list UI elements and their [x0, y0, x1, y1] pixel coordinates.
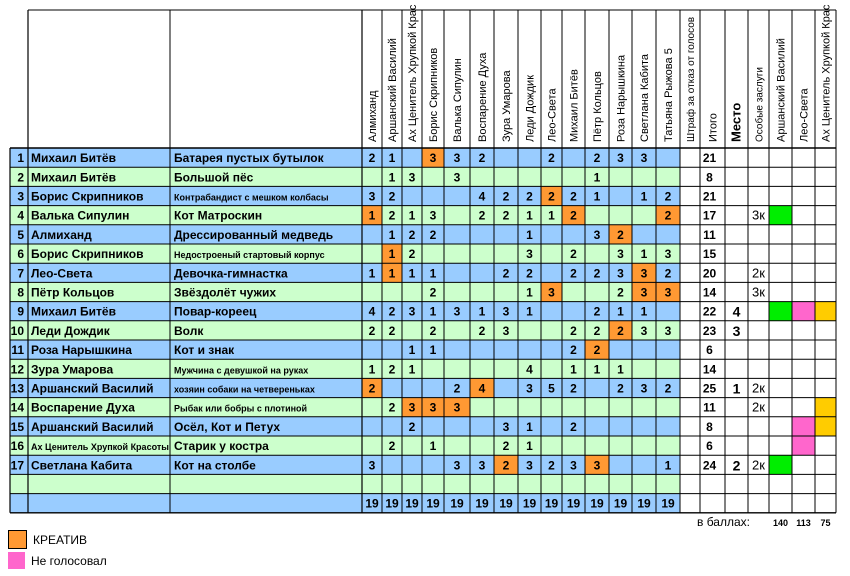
vote-value: 3 [640, 151, 648, 166]
row-merit: 2к [752, 380, 765, 396]
vote-value: 2 [408, 227, 416, 242]
vote-value: 1 [593, 362, 601, 377]
special-cell [769, 455, 792, 474]
row-total: 22 [702, 304, 717, 319]
column-sum: 19 [544, 496, 559, 511]
row-author: Зура Умарова [31, 362, 114, 377]
vote-value: 1 [388, 227, 396, 242]
row-total: 17 [702, 208, 717, 223]
row-bg [10, 263, 680, 282]
vote-value: 1 [570, 362, 577, 377]
vote-value: 1 [408, 362, 416, 377]
vote-value: 2 [548, 151, 555, 166]
row-number: 2 [17, 170, 24, 185]
row-place: 2 [732, 457, 741, 474]
vote-value: 1 [593, 189, 601, 204]
row-title: Контрабандист с мешком колбасы [174, 192, 329, 203]
vote-value: 3 [526, 247, 533, 262]
row-title: Рыбак или бобры с плотиной [174, 403, 308, 414]
row-number: 7 [17, 266, 24, 281]
vote-value: 1 [526, 304, 533, 319]
vote-value: 1 [526, 285, 533, 300]
row-total: 21 [702, 189, 717, 204]
column-header: Аршанский Василий [775, 38, 788, 142]
vote-value: 1 [526, 419, 533, 434]
row-title: Большой пёс [174, 170, 254, 185]
row-total: 23 [702, 323, 717, 338]
vote-value: 1 [526, 208, 533, 223]
vote-value: 4 [478, 381, 486, 396]
vote-value: 2 [593, 151, 601, 166]
row-merit: 3к [752, 284, 765, 300]
column-header: Аршанский Василий [387, 38, 399, 142]
row-title: Звёздолёт чужих [174, 285, 277, 300]
vote-value: 3 [664, 247, 672, 262]
row-total: 6 [706, 439, 713, 454]
vote-value: 3 [526, 381, 533, 396]
special-cell [792, 302, 815, 321]
vote-value: 2 [570, 343, 577, 358]
vote-value: 2 [617, 323, 624, 338]
vote-value: 3 [502, 323, 510, 338]
vote-value: 2 [570, 247, 577, 262]
column-sum: 19 [613, 496, 628, 511]
vote-value: 1 [640, 304, 648, 319]
vote-value: 3 [617, 266, 624, 281]
vote-value: 2 [617, 285, 624, 300]
row-merit: 2к [752, 457, 765, 473]
row-title: Дрессированный медведь [174, 227, 334, 242]
column-header: Особые заслуги [754, 67, 766, 142]
row-title: Повар-кореец [174, 304, 257, 319]
row-number: 5 [17, 227, 24, 242]
vote-value: 1 [548, 208, 555, 223]
row-author: Лео-Света [31, 266, 93, 281]
legend-creative-label: КРЕАТИВ [33, 532, 88, 547]
vote-value: 3 [453, 458, 461, 473]
vote-value: 1 [388, 151, 396, 166]
special-cell [792, 417, 815, 436]
vote-value: 2 [408, 247, 416, 262]
vote-value: 3 [453, 170, 461, 185]
row-number: 13 [10, 381, 24, 396]
row-number: 6 [17, 247, 24, 262]
vote-value: 3 [408, 400, 416, 415]
vote-value: 2 [548, 458, 555, 473]
row-total: 25 [702, 381, 717, 396]
vote-value: 2 [429, 285, 437, 300]
balls-value: 140 [772, 517, 789, 528]
row-number: 11 [11, 343, 24, 358]
vote-value: 2 [478, 151, 486, 166]
vote-value: 3 [593, 227, 601, 242]
row-number: 14 [10, 400, 24, 415]
vote-value: 1 [640, 189, 648, 204]
column-header: Михаил Битёв [568, 69, 581, 142]
vote-value: 2 [388, 362, 396, 377]
vote-value: 2 [502, 439, 510, 454]
vote-value: 2 [453, 381, 461, 396]
vote-value: 2 [548, 189, 555, 204]
vote-value: 2 [502, 208, 510, 223]
vote-value: 2 [368, 381, 376, 396]
column-sum: 19 [566, 496, 581, 511]
vote-value: 2 [570, 323, 577, 338]
row-number: 3 [17, 189, 24, 204]
column-sum: 19 [450, 496, 464, 511]
vote-value: 3 [640, 323, 648, 338]
vote-value: 2 [570, 208, 577, 223]
vote-value: 2 [388, 439, 396, 454]
column-header: Валька Сипулин [452, 58, 464, 142]
row-author: Михаил Битёв [31, 304, 116, 319]
row-total: 14 [702, 285, 717, 300]
vote-value: 1 [408, 343, 416, 358]
vote-value: 1 [617, 362, 624, 377]
vote-value: 1 [526, 439, 533, 454]
vote-value: 1 [617, 304, 624, 319]
row-number: 9 [17, 304, 24, 319]
row-bg [10, 474, 680, 493]
legend-creative [8, 530, 87, 549]
row-number: 1 [17, 151, 24, 166]
vote-value: 3 [478, 458, 486, 473]
column-header: Татьяна Рыжова 5 [663, 48, 675, 142]
row-total: 20 [702, 266, 717, 281]
vote-value: 1 [640, 247, 648, 262]
row-author: Леди Дождик [31, 323, 110, 338]
vote-value: 2 [526, 266, 533, 281]
row-bg [10, 321, 680, 340]
vote-value: 2 [664, 381, 672, 396]
vote-value: 2 [593, 304, 601, 319]
row-number: 4 [17, 208, 24, 223]
column-sum: 19 [405, 496, 419, 511]
vote-value: 3 [664, 285, 672, 300]
vote-value: 1 [408, 208, 416, 223]
column-header: Светлана Кабита [639, 54, 651, 142]
row-author: Михаил Битёв [31, 151, 116, 166]
column-header: Лео-Света [798, 88, 811, 142]
vote-value: 3 [502, 304, 510, 319]
row-title: Девочка-гимнастка [174, 266, 288, 281]
special-cell [769, 206, 792, 225]
row-author: Борис Скрипников [31, 247, 144, 262]
vote-value: 1 [368, 266, 376, 281]
column-sum: 19 [661, 496, 675, 511]
column-header: Место [728, 102, 744, 142]
vote-value: 1 [478, 304, 486, 319]
vote-value: 4 [478, 189, 486, 204]
row-title: Старик у костра [174, 439, 269, 454]
row-number: 10 [10, 323, 24, 338]
vote-value: 1 [388, 170, 396, 185]
vote-value: 2 [388, 400, 396, 415]
row-author: Алмиханд [31, 227, 92, 242]
vote-value: 3 [640, 381, 648, 396]
vote-value: 3 [408, 170, 416, 185]
column-sum: 19 [522, 496, 537, 511]
row-total: 14 [702, 362, 717, 377]
row-title: Батарея пустых бутылок [174, 151, 324, 166]
vote-value: 2 [570, 419, 577, 434]
vote-value: 2 [593, 343, 601, 358]
row-author: Пётр Кольцов [31, 285, 115, 300]
vote-value: 3 [453, 304, 461, 319]
special-cell [815, 302, 836, 321]
row-author: Ах Ценитель Хрупкой Красоты [31, 442, 169, 453]
vote-value: 2 [664, 266, 672, 281]
vote-value: 2 [429, 227, 437, 242]
column-sum: 19 [385, 496, 399, 511]
column-header: Пётр Кольцов [592, 71, 604, 142]
row-title: Волк [174, 323, 204, 338]
vote-value: 3 [617, 151, 624, 166]
legend-creative-swatch [8, 530, 27, 549]
column-sum: 19 [365, 496, 379, 511]
vote-value: 3 [502, 419, 510, 434]
row-merit: 2к [752, 265, 765, 281]
row-number: 17 [10, 458, 24, 473]
row-author: Воспарение Духа [31, 400, 135, 415]
row-merit: 3к [752, 207, 765, 223]
vote-value: 2 [478, 323, 486, 338]
row-title: Кот Матроскин [174, 208, 263, 223]
column-sum: 19 [499, 496, 513, 511]
legend-not-voted [8, 552, 107, 569]
vote-value: 2 [408, 419, 416, 434]
row-total: 8 [706, 419, 713, 434]
row-author: Светлана Кабита [31, 458, 133, 473]
row-title: Недостроеный стартовый корпус [174, 250, 325, 261]
row-title: Осёл, Кот и Петух [174, 419, 281, 434]
column-sum: 19 [637, 496, 651, 511]
special-cell [815, 417, 836, 436]
special-cell [792, 436, 815, 455]
vote-value: 2 [664, 189, 672, 204]
vote-value: 2 [570, 381, 577, 396]
vote-value: 3 [408, 304, 416, 319]
row-author: Валька Сипулин [31, 208, 130, 223]
column-header: Штраф за отказ от голосов [686, 16, 697, 142]
vote-value: 3 [640, 285, 648, 300]
vote-value: 2 [617, 227, 624, 242]
column-header: Роза Нарышкина [615, 54, 628, 142]
row-merit: 2к [752, 399, 765, 415]
vote-value: 3 [570, 458, 577, 473]
vote-value: 2 [593, 323, 601, 338]
row-place: 1 [732, 380, 741, 397]
column-header: Лео-Света [546, 88, 559, 142]
row-total: 8 [706, 170, 713, 185]
vote-value: 2 [526, 189, 533, 204]
vote-value: 1 [408, 266, 416, 281]
vote-value: 3 [453, 151, 461, 166]
vote-value: 2 [664, 208, 672, 223]
vote-value: 3 [664, 323, 672, 338]
row-total: 21 [702, 151, 717, 166]
vote-value: 2 [388, 189, 396, 204]
vote-value: 2 [502, 458, 510, 473]
vote-value: 1 [429, 304, 437, 319]
row-title: Кот на столбе [174, 458, 256, 473]
column-sum: 19 [590, 496, 604, 511]
row-number: 8 [17, 285, 24, 300]
vote-value: 3 [453, 400, 461, 415]
column-header: Ах Ценитель Хрупкой Крас [820, 4, 833, 142]
row-total: 6 [706, 343, 713, 358]
special-cell [769, 302, 792, 321]
vote-value: 2 [617, 381, 624, 396]
vote-value: 1 [664, 458, 672, 473]
vote-value: 3 [429, 208, 437, 223]
vote-value: 1 [429, 439, 437, 454]
row-total: 15 [702, 247, 717, 262]
vote-value: 3 [526, 458, 533, 473]
legend-not-voted-swatch [8, 552, 25, 569]
vote-value: 2 [502, 266, 510, 281]
vote-value: 1 [388, 266, 396, 281]
row-title: Кот и знак [174, 343, 235, 358]
vote-value: 3 [429, 151, 437, 166]
vote-value: 3 [548, 285, 555, 300]
vote-value: 2 [429, 323, 437, 338]
column-header: Зура Умарова [501, 70, 513, 142]
column-sum: 19 [426, 496, 440, 511]
vote-value: 4 [368, 304, 376, 319]
vote-value: 2 [388, 304, 396, 319]
vote-value: 1 [429, 343, 437, 358]
row-number: 12 [10, 362, 24, 377]
vote-value: 1 [593, 170, 601, 185]
row-title: Мужчина с девушкой на руках [174, 365, 309, 376]
column-header: Борис Скрипников [428, 47, 440, 142]
vote-value: 2 [388, 323, 396, 338]
vote-value: 5 [548, 381, 555, 396]
vote-value: 3 [368, 189, 376, 204]
row-author: Борис Скрипников [31, 189, 144, 204]
row-total: 11 [703, 227, 716, 242]
vote-value: 1 [388, 247, 396, 262]
vote-value: 2 [478, 208, 486, 223]
vote-value: 3 [368, 458, 376, 473]
vote-value: 1 [368, 362, 376, 377]
row-author: Аршанский Василий [31, 381, 154, 396]
vote-value: 2 [570, 189, 577, 204]
row-author: Аршанский Василий [31, 419, 154, 434]
row-author: Роза Нарышкина [31, 343, 132, 358]
column-header: Воспарение Духа [477, 52, 489, 142]
vote-value: 3 [593, 458, 601, 473]
vote-value: 3 [617, 247, 624, 262]
special-cell [815, 398, 836, 417]
vote-value: 2 [388, 208, 396, 223]
column-sum: 19 [475, 496, 489, 511]
vote-value: 2 [368, 323, 376, 338]
vote-value: 1 [526, 227, 533, 242]
vote-value: 1 [368, 208, 376, 223]
column-header: Леди Дождик [524, 74, 537, 142]
legend-not-voted-label: Не голосовал [31, 553, 107, 568]
vote-value: 4 [526, 362, 533, 377]
vote-value: 2 [570, 266, 577, 281]
balls-label: в баллах: [697, 514, 750, 529]
row-place: 4 [732, 303, 741, 320]
row-number: 15 [10, 419, 24, 434]
vote-value: 2 [368, 151, 376, 166]
column-header: Итого [707, 113, 720, 142]
row-total: 24 [702, 458, 717, 473]
row-title: хозяин собаки на четвереньках [174, 384, 315, 395]
vote-value: 3 [429, 400, 437, 415]
balls-value: 75 [820, 517, 831, 528]
column-header: Ах Ценитель Хрупкой Крас [407, 4, 419, 142]
row-author: Михаил Битёв [31, 170, 116, 185]
row-total: 11 [703, 400, 716, 415]
column-header: Алмиханд [367, 90, 379, 142]
vote-value: 1 [429, 266, 437, 281]
vote-value: 3 [640, 266, 648, 281]
balls-value: 113 [796, 517, 811, 528]
row-number: 16 [10, 439, 24, 454]
row-bg [10, 225, 680, 244]
vote-value: 2 [593, 266, 601, 281]
vote-value: 2 [502, 189, 510, 204]
row-place: 3 [732, 322, 741, 339]
